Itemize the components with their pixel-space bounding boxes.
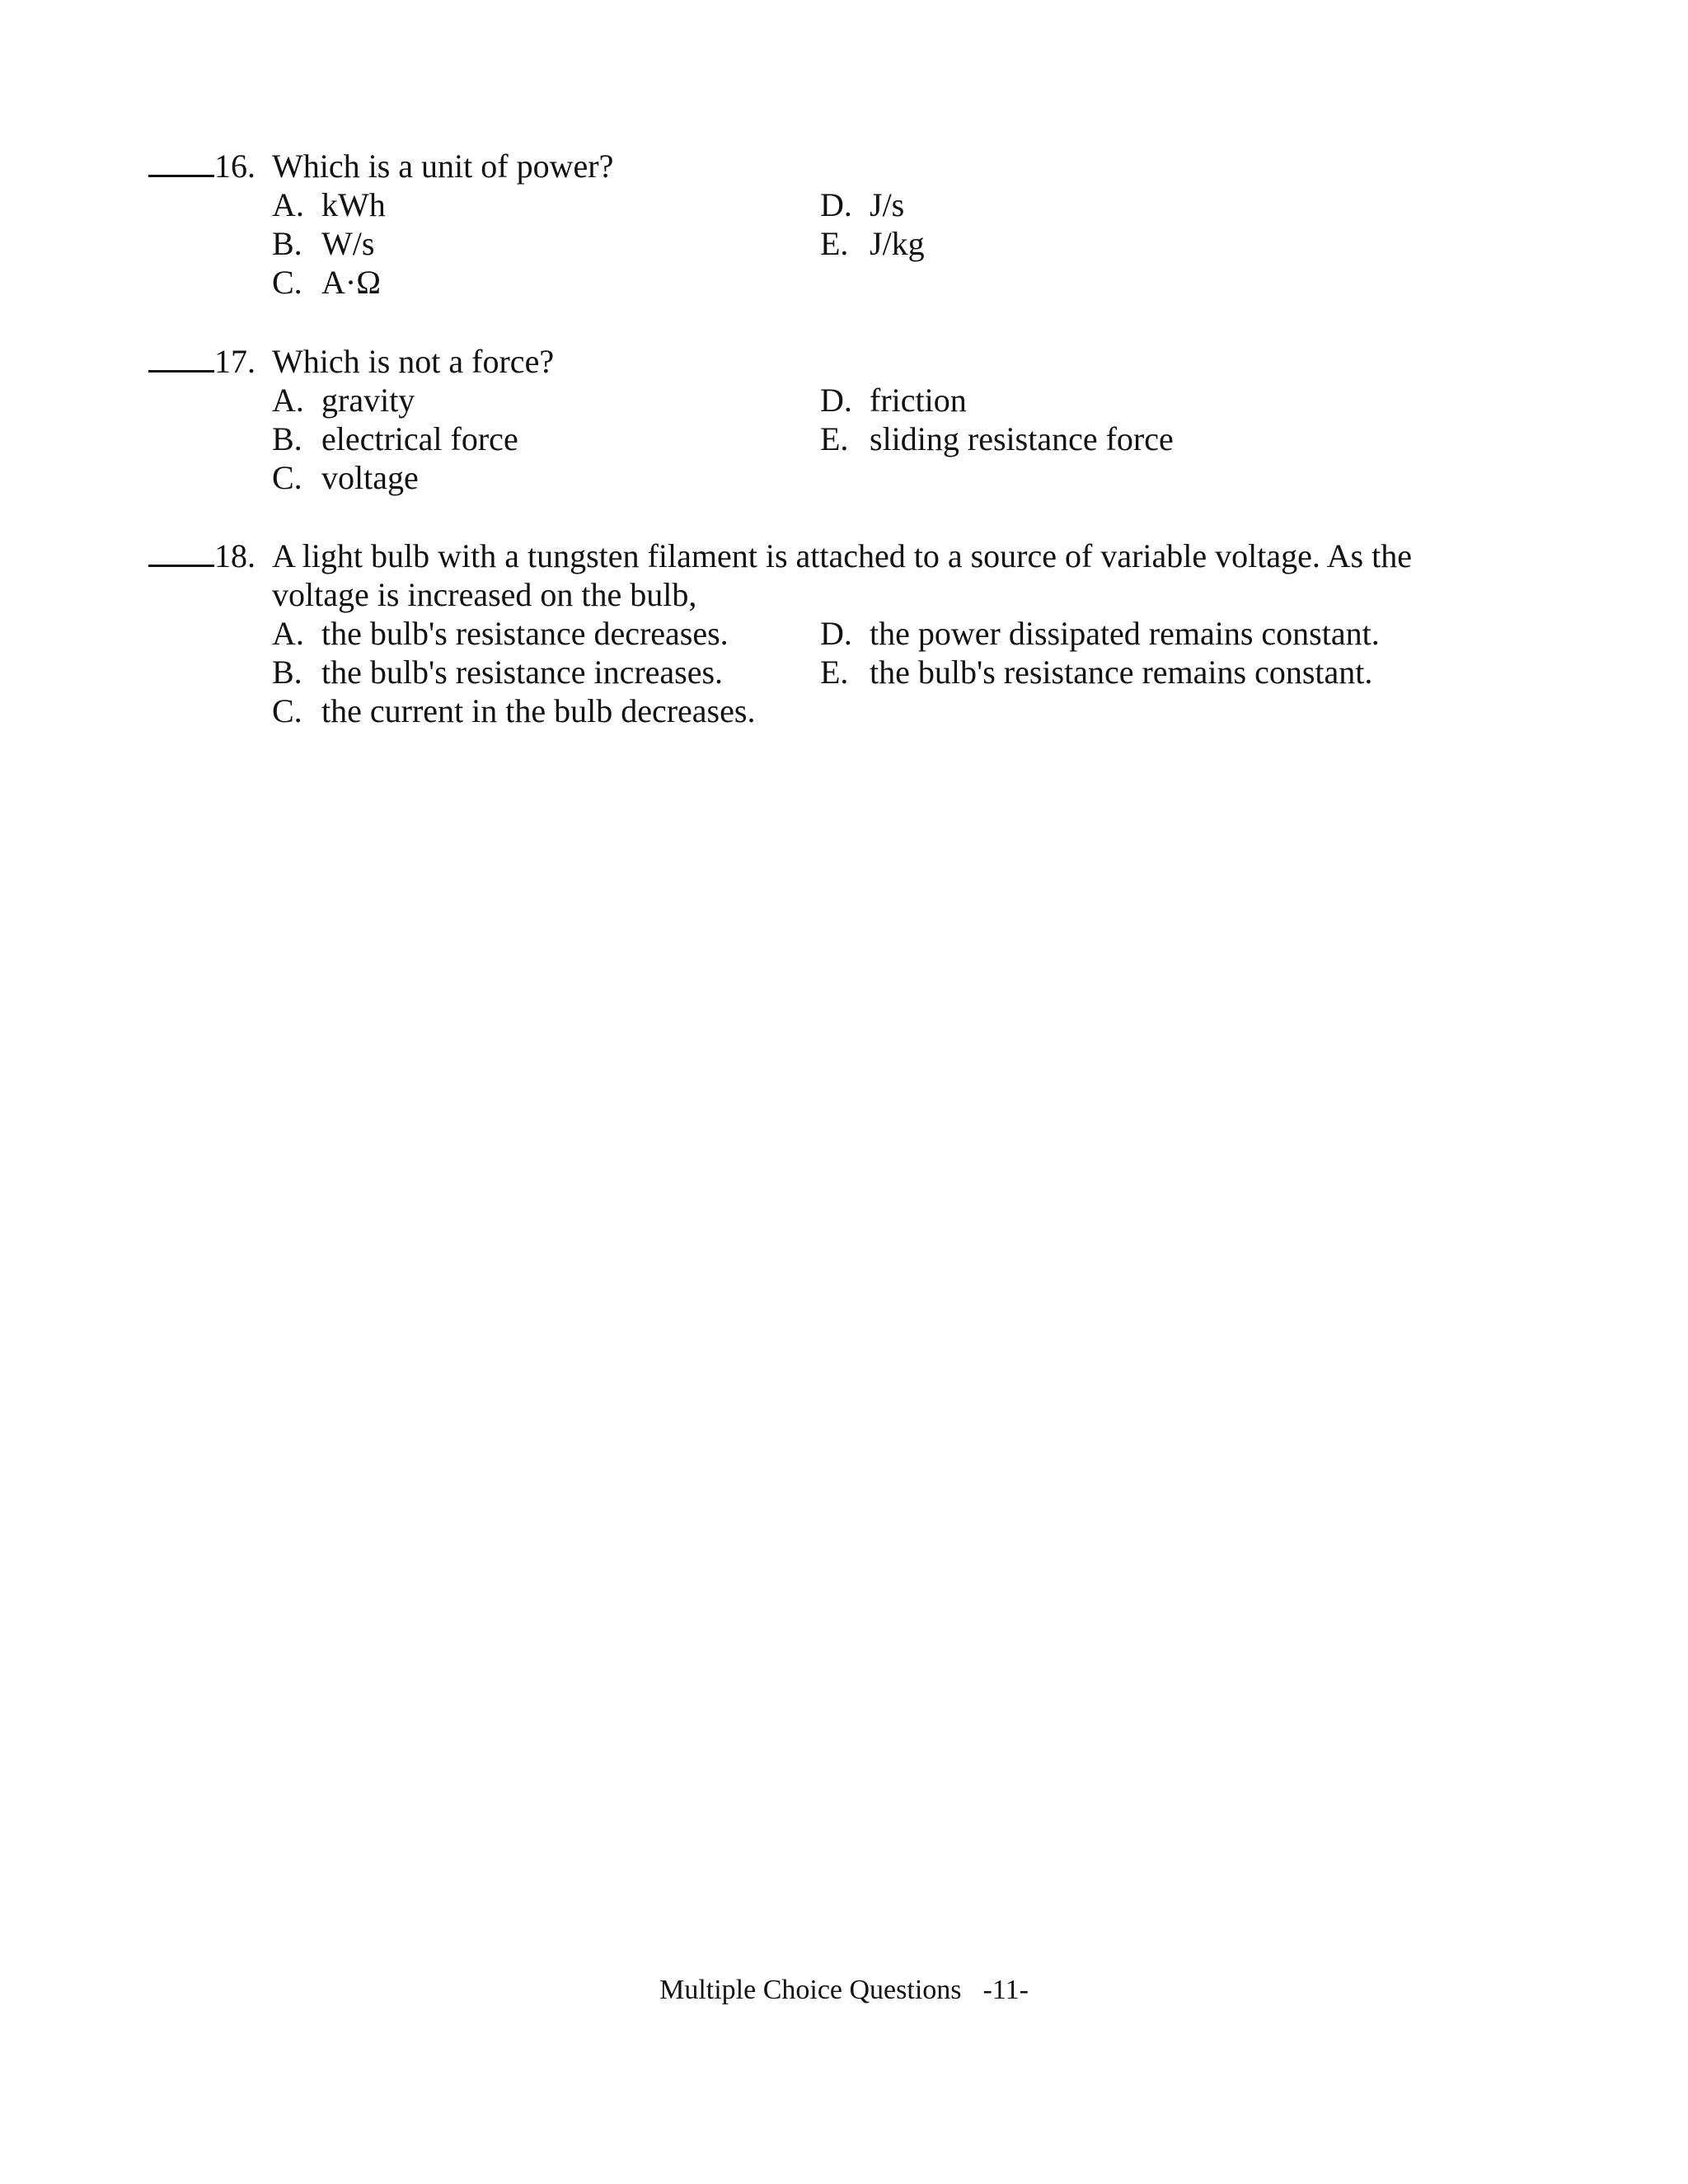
answer-choices	[272, 185, 1550, 302]
choice-b	[272, 653, 820, 691]
choice-a	[272, 381, 820, 419]
choice-text: gravity	[321, 382, 415, 419]
choice-letter: D.	[820, 186, 852, 223]
choice-letter: A.	[272, 186, 304, 223]
question-stem-row	[148, 537, 1550, 614]
answer-choices	[272, 381, 1550, 497]
choice-d	[820, 614, 1479, 653]
choice-text: the bulb's resistance decreases.	[321, 615, 729, 652]
question-number: 16.	[214, 148, 256, 185]
choice-letter: B.	[272, 225, 302, 262]
choice-text: W/s	[321, 225, 375, 262]
footer-title: Multiple Choice Questions	[659, 1975, 962, 2005]
choice-text: the power dissipated remains constant.	[870, 615, 1380, 652]
choice-text: electrical force	[321, 420, 518, 457]
question-stem-row	[148, 147, 1550, 185]
question-16	[148, 147, 1550, 302]
choice-text: A·Ω	[321, 264, 381, 301]
question-stem: A light bulb with a tungsten filament is attached to a source of variable voltage. As the voltage is increased on the bulb,	[272, 537, 1412, 613]
choice-letter: C.	[272, 692, 302, 729]
choice-c	[272, 691, 820, 730]
choice-letter: D.	[820, 615, 852, 652]
choice-letter: B.	[272, 654, 302, 691]
choice-text: the bulb's resistance increases.	[321, 654, 724, 691]
choice-letter: A.	[272, 382, 304, 419]
question-stem: Which is not a force?	[272, 343, 555, 380]
choice-letter: E.	[820, 654, 849, 691]
answer-blank[interactable]	[148, 334, 214, 373]
choice-c	[272, 458, 820, 497]
question-18	[148, 537, 1550, 730]
question-number: 17.	[214, 343, 256, 380]
choice-e	[820, 653, 1479, 691]
answer-choices	[272, 614, 1550, 730]
choice-c	[272, 263, 820, 302]
question-stem: Which is a unit of power?	[272, 148, 614, 185]
question-number: 18.	[214, 537, 256, 574]
choice-text: J/s	[870, 186, 905, 223]
choice-letter: B.	[272, 420, 302, 457]
choice-text: sliding resistance force	[870, 420, 1174, 457]
choice-e	[820, 419, 1479, 458]
page-number: -11-	[982, 1975, 1029, 2005]
choice-letter: E.	[820, 420, 849, 457]
choice-text: kWh	[321, 186, 386, 223]
choice-text: voltage	[321, 459, 419, 496]
choice-b	[272, 419, 820, 458]
choice-letter: C.	[272, 264, 302, 301]
choice-a	[272, 614, 820, 653]
choice-letter: C.	[272, 459, 302, 496]
choice-text: J/kg	[870, 225, 925, 262]
choice-letter: A.	[272, 615, 304, 652]
page-footer	[0, 1974, 1688, 2007]
answer-blank[interactable]	[148, 138, 214, 177]
choice-text: friction	[870, 382, 967, 419]
question-17	[148, 342, 1550, 497]
choice-d	[820, 381, 1479, 419]
choice-text: the current in the bulb decreases.	[321, 692, 756, 729]
choice-b	[272, 224, 820, 263]
choice-letter: D.	[820, 382, 852, 419]
choice-d	[820, 185, 1479, 224]
choice-e	[820, 224, 1479, 263]
answer-blank[interactable]	[148, 528, 214, 567]
choice-letter: E.	[820, 225, 849, 262]
choice-text: the bulb's resistance remains constant.	[870, 654, 1373, 691]
choice-a	[272, 185, 820, 224]
question-stem-row	[148, 342, 1550, 381]
